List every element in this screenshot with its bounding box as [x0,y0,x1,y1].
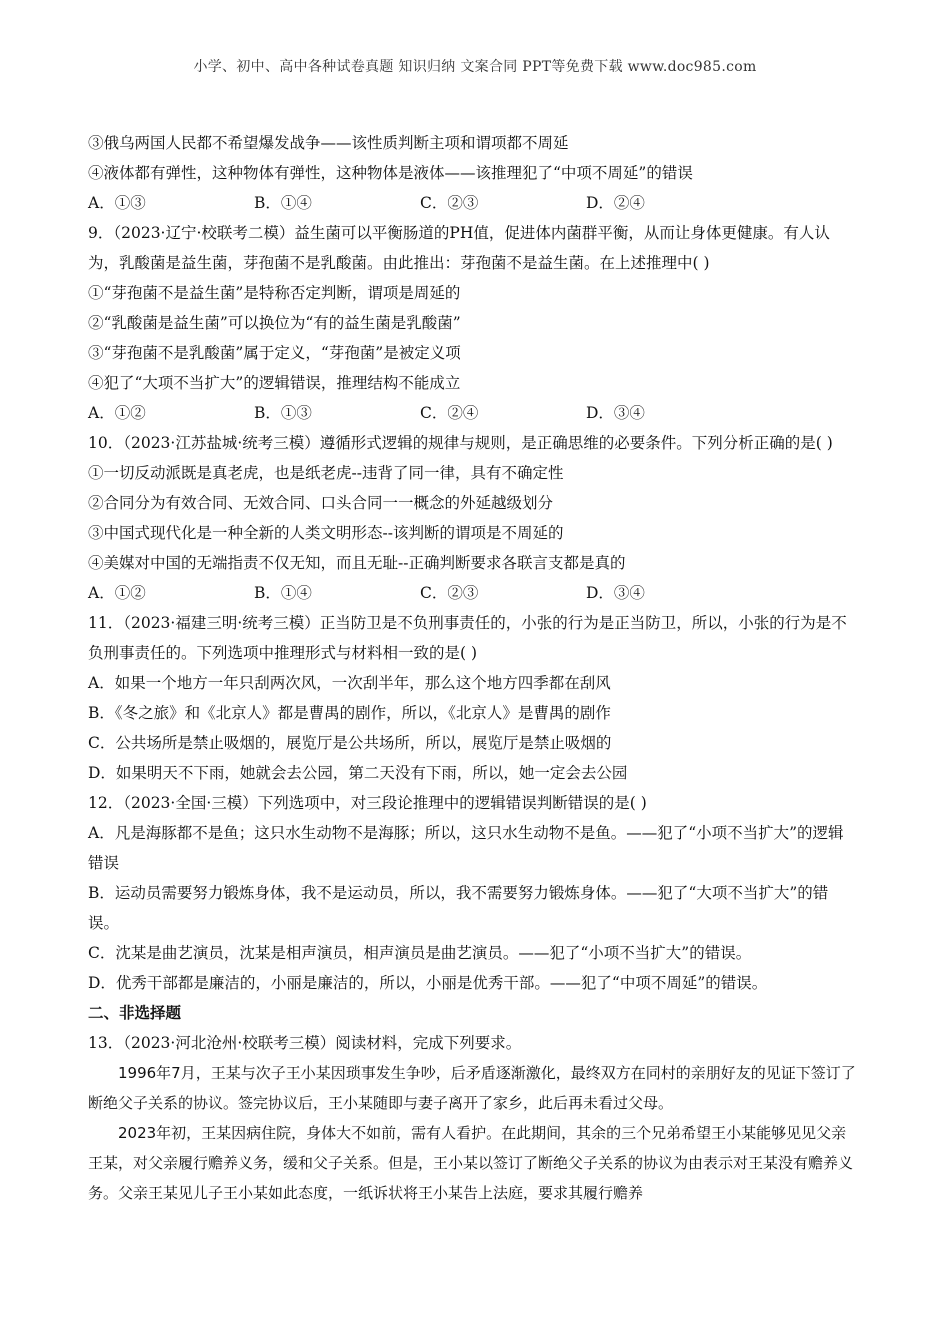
q12-stem: 12．（2023·全国·三模）下列选项中，对三段论推理中的逻辑错误判断错误的是( ) [88,794,647,812]
q8-option-b: B．①④ [254,194,312,212]
q11-option-a: A．如果一个地方一年只刮两次风，一次刮半年，那么这个地方四季都在刮风 [88,674,611,692]
q12-option-a: A．凡是海豚都不是鱼；这只水生动物不是海豚；所以，这只水生动物不是鱼。——犯了“小项不当扩大”的逻辑错误 [88,824,844,872]
exam-content [88,128,858,1208]
q10-option-a: A．①② [88,584,146,602]
q9-option-c: C．②④ [420,404,479,422]
q9-option-d: D．③④ [586,404,645,422]
q12-option-b: B．运动员需要努力锻炼身体，我不是运动员，所以，我不需要努力锻炼身体。——犯了“大项不当扩大”的错误。 [88,884,829,932]
page-header: 小学、初中、高中各种试卷真题 知识归纳 文案合同 PPT等免费下载 www.doc985.com [193,59,757,75]
q10-stem: 10．（2023·江苏盐城·统考三模）遵循形式逻辑的规律与规则，是正确思维的必要条件。下列分析正确的是( ) [88,434,833,452]
q11-stem: 11．（2023·福建三明·统考三模）正当防卫是不负刑事责任的，小张的行为是正当防卫，所以，小张的行为是不负刑事责任的。下列选项中推理形式与材料相一致的是( ) [88,614,847,662]
q10-option-b: B．①④ [254,584,312,602]
q9-options [88,398,858,428]
q9-option-a: A．①② [88,404,146,422]
q9-statement-2: ②“乳酸菌是益生菌”可以换位为“有的益生菌是乳酸菌” [88,314,461,332]
q9-option-b: B．①③ [254,404,312,422]
q10-statement-1: ①一切反动派既是真老虎，也是纸老虎--违背了同一律，具有不确定性 [88,464,564,482]
q9-statement-3: ③“芽孢菌不是乳酸菌”属于定义，“芽孢菌”是被定义项 [88,344,461,362]
q9-stem: 9．（2023·辽宁·校联考二模）益生菌可以平衡肠道的PH值，促进体内菌群平衡，从而让身体更健康。有人认为，乳酸菌是益生菌，芽孢菌不是乳酸菌。由此推出：芽孢菌不是益生菌。在上述推理中( ) [88,224,830,272]
q10-statement-2: ②合同分为有效合同、无效合同、口头合同一一概念的外延越级划分 [88,494,554,512]
q10-statement-3: ③中国式现代化是一种全新的人类文明形态--该判断的谓项是不周延的 [88,524,564,542]
q10-statement-4: ④美媒对中国的无端指责不仅无知，而且无耻--正确判断要求各联言支都是真的 [88,554,626,572]
q10-option-c: C．②③ [420,584,479,602]
q12-option-c: C．沈某是曲艺演员，沈某是相声演员，相声演员是曲艺演员。——犯了“小项不当扩大”的错误。 [88,944,752,962]
q8-statement-3: ③俄乌两国人民都不希望爆发战争——该性质判断主项和谓项都不周延 [88,134,569,152]
q8-options [88,188,858,218]
q13-material-paragraph-2: 2023年初，王某因病住院，身体大不如前，需有人看护。在此期间，其余的三个兄弟希望王小某能够见见父亲王某，对父亲履行赡养义务，缓和父子关系。但是，王小某以签订了断绝父子关系的协议为由表示对王某没有赡养义务。父亲王某见儿子王小某如此态度，一纸诉状将王小某告上法庭，要求其履行赡养 [88,1124,854,1202]
q8-option-c: C．②③ [420,194,479,212]
q10-options [88,578,858,608]
q8-option-a: A．①③ [88,194,146,212]
q13-stem: 13．（2023·河北沧州·校联考三模）阅读材料，完成下列要求。 [88,1034,522,1052]
section-title: 二、非选择题 [88,1003,182,1022]
q11-option-b: B．《冬之旅》和《北京人》都是曹禺的剧作，所以，《北京人》是曹禺的剧作 [88,704,611,722]
q12-option-d: D．优秀干部都是廉洁的，小丽是廉洁的，所以，小丽是优秀干部。——犯了“中项不周延”的错误。 [88,974,768,992]
q10-option-d: D．③④ [586,584,645,602]
q11-option-c: C．公共场所是禁止吸烟的，展览厅是公共场所，所以，展览厅是禁止吸烟的 [88,734,612,752]
q8-statement-4: ④液体都有弹性，这种物体有弹性，这种物体是液体——该推理犯了“中项不周延”的错误 [88,164,693,182]
q13-material-paragraph-1: 1996年7月，王某与次子王小某因琐事发生争吵，后矛盾逐渐激化，最终双方在同村的亲朋好友的见证下签订了断绝父子关系的协议。签完协议后，王小某随即与妻子离开了家乡，此后再未看过父母。 [88,1064,856,1112]
q11-option-d: D．如果明天不下雨，她就会去公园，第二天没有下雨，所以，她一定会去公园 [88,764,628,782]
q9-statement-4: ④犯了“大项不当扩大”的逻辑错误，推理结构不能成立 [88,374,461,392]
q8-option-d: D．②④ [586,194,645,212]
q9-statement-1: ①“芽孢菌不是益生菌”是特称否定判断，谓项是周延的 [88,284,461,302]
